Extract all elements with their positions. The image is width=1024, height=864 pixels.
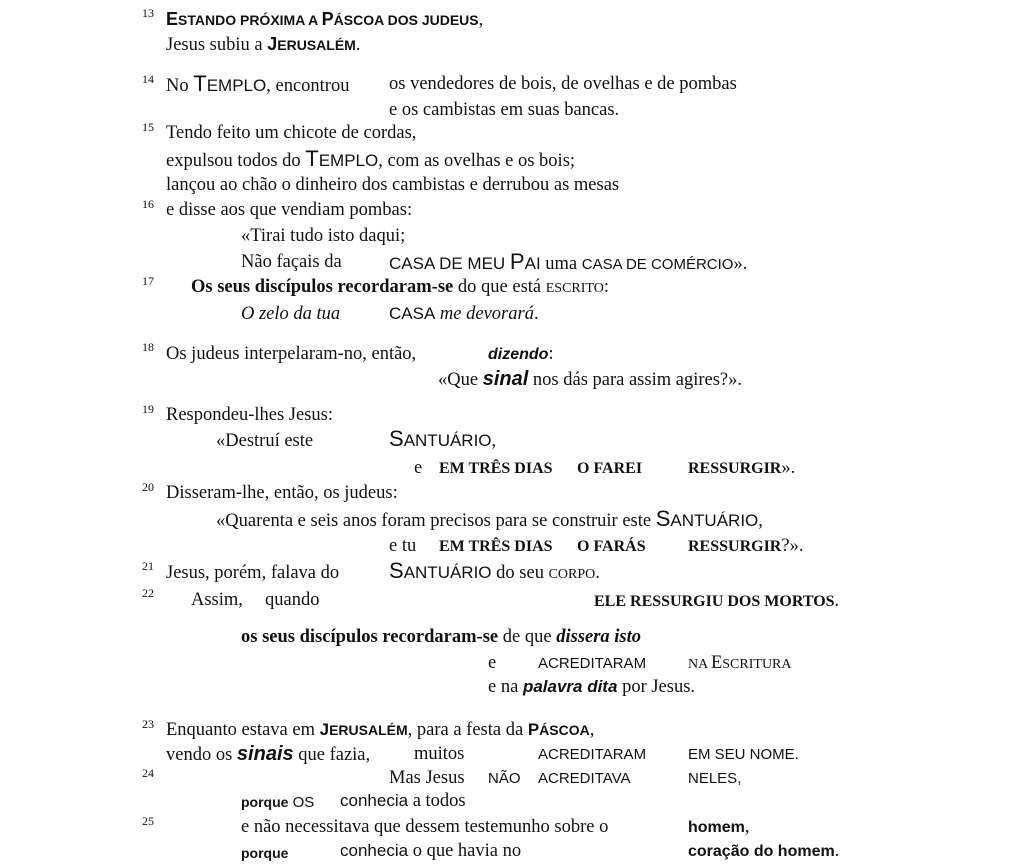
verse-19-line-1: Respondeu-lhes Jesus: (166, 405, 333, 425)
porque-text: porque (241, 794, 289, 810)
verse-20-line-3: e tu (389, 536, 417, 556)
verse-19-line-2b (389, 428, 496, 452)
text: e na (488, 677, 523, 697)
verse-number: 18 (142, 340, 154, 354)
casa-text: CASA DE MEU (389, 254, 510, 273)
punct: . (533, 304, 539, 324)
verse-23-acreditaram: ACREDITARAM (538, 746, 647, 763)
ressurgiu-text: ELE RESSURGIU DOS MORTOS (594, 593, 835, 610)
verse-24-acreditava: ACREDITAVA (538, 770, 631, 787)
pai-cap: P (509, 249, 525, 274)
verse-17-line-2: O zelo da tua (241, 304, 341, 324)
verse-23-line-2 (166, 743, 370, 766)
verse-15-line-3: lançou ao chão o dinheiro dos cambistas e derrubou as mesas (166, 175, 620, 195)
verse-19-ressurgir (688, 457, 795, 480)
verse-24-line-2b (340, 790, 466, 812)
santuario-cap: S (389, 558, 404, 583)
verse-19-line-2: «Destruí este (216, 431, 314, 451)
text: Jesus subiu a (166, 35, 268, 55)
punct: . (595, 563, 600, 583)
punct: , (758, 511, 763, 531)
homem-text: homem (688, 819, 745, 836)
text: «Quarenta e seis anos foram precisos para se construir este (216, 511, 656, 531)
os-text: OS (288, 794, 315, 811)
text: uma (540, 254, 582, 274)
verse-15-line-2 (166, 148, 575, 172)
verse-number: 14 (142, 72, 154, 86)
punct: . (834, 591, 840, 611)
pascoa-cap: P (527, 720, 540, 739)
text: , para a festa da (407, 720, 528, 740)
verse-17-line-2b (389, 303, 539, 325)
text: Enquanto estava em (166, 720, 320, 740)
casa-text: CASA (389, 304, 436, 323)
verse-number: 22 (142, 586, 154, 600)
verse-13-line-1 (166, 8, 483, 31)
temple-cap: T (193, 71, 207, 96)
text: nos dás para assim agires?». (528, 370, 742, 390)
santuario-cap: S (655, 506, 671, 531)
temple-text: EMPLO (318, 151, 379, 170)
conhecia-text: conhecia (340, 791, 409, 810)
verse-15-line-1: Tendo feito um chicote de cordas, (166, 123, 417, 143)
verse-22-assim: Assim, (191, 590, 243, 610)
heading-cap: P (321, 9, 334, 29)
verse-22-escritura (688, 652, 792, 676)
verse-23-muitos: muitos (414, 744, 465, 764)
verse-14-line-2: e os cambistas em suas bancas. (389, 100, 620, 120)
verse-23-line-1 (166, 719, 594, 741)
text: a todos (408, 791, 466, 811)
verse-20-line-2 (216, 508, 763, 532)
punct: : (603, 277, 609, 297)
ressurgir-text: RESSURGIR (688, 538, 782, 555)
verse-16-line-3b (389, 251, 747, 276)
na-text: NA (688, 657, 711, 672)
ressurgir-text: RESSURGIR (688, 460, 782, 477)
verse-20-line-1: Disseram-lhe, então, os judeus: (166, 483, 398, 503)
verse-20-em-tres-dias: EM TRÊS DIAS (439, 538, 553, 555)
place-text: ERUSALÉM (329, 722, 408, 738)
verse-22-line-4 (488, 676, 695, 698)
text: de que (498, 627, 557, 647)
punct: : (548, 344, 554, 364)
verse-13-line-2 (166, 33, 360, 56)
verse-25-homem (688, 816, 750, 839)
punct: . (355, 35, 361, 55)
verse-24-neles: NELES, (688, 770, 742, 787)
verse-19-line-3: e (414, 458, 423, 478)
coracao-text: coração do homem (688, 843, 835, 860)
verse-number: 16 (142, 197, 154, 211)
heading-text: STANDO PRÓXIMA A (178, 12, 322, 28)
verse-24-line-2 (241, 791, 314, 814)
temple-cap: T (305, 146, 319, 171)
italic-text: me devorará (435, 304, 534, 324)
verse-19-o-farei: O FAREI (577, 460, 643, 477)
text: que fazia, (293, 745, 371, 765)
verse-16-line-3: Não façais da (241, 252, 342, 272)
verse-25-coracao (688, 840, 839, 863)
verse-24-nao: NÃO (488, 770, 521, 787)
comercio-text: CASA DE COMÉRCIO (581, 256, 734, 273)
verse-21-line-1b (389, 560, 600, 586)
verse-22-quando: quando (265, 590, 320, 610)
verse-number: 25 (142, 814, 154, 828)
verse-19-em-tres-dias: EM TRÊS DIAS (439, 460, 553, 477)
text: expulsou todos do (166, 151, 306, 171)
text: , com as ovelhas e os bois; (378, 151, 576, 171)
text: do seu (491, 563, 549, 583)
verse-14-line-1 (166, 73, 349, 97)
verse-18-line-1b (488, 343, 554, 366)
verse-23-em-seu-nome: EM SEU NOME. (688, 746, 799, 763)
text: No (166, 76, 194, 96)
text: «Que (438, 370, 483, 390)
pai-text: AI (524, 254, 541, 273)
verse-22-line-2 (241, 626, 641, 648)
santuario-cap: S (389, 426, 404, 451)
dizendo-text: dizendo (488, 346, 549, 363)
verse-number: 13 (142, 6, 154, 20)
verse-25-line-2b (340, 840, 521, 862)
temple-text: EMPLO (206, 76, 267, 95)
verse-16-line-2: «Tirai tudo isto daqui; (241, 226, 406, 246)
verse-21-line-1: Jesus, porém, falava do (166, 563, 340, 583)
sinais-text: sinais (236, 743, 294, 765)
verse-25-porque: porque (241, 845, 289, 861)
punct: , (744, 817, 750, 837)
verse-20-ressurgir (688, 535, 803, 558)
heading-cap: E (166, 9, 179, 29)
santuario-text: ANTUÁRIO (670, 511, 759, 530)
punct: . (834, 841, 840, 861)
punct: ». (781, 458, 796, 478)
corpo-text: CORPO (548, 567, 596, 582)
verse-number: 15 (142, 120, 154, 134)
punct: ?». (781, 536, 804, 556)
heading-text: ÁSCOA DOS JUDEUS (333, 12, 479, 28)
verse-number: 19 (142, 402, 154, 416)
verse-number: 23 (142, 717, 154, 731)
text: o que havia no (408, 841, 522, 861)
escritura-text: SCRITURA (722, 657, 792, 672)
punct: , (589, 720, 595, 740)
pascoa-text: ÁSCOA (539, 722, 590, 738)
verse-17-line-1 (191, 276, 609, 300)
santuario-text: ANTUÁRIO (403, 563, 492, 582)
verse-16-line-1: e disse aos que vendiam pombas: (166, 200, 413, 220)
santuario-text: ANTUÁRIO (403, 431, 492, 450)
text: do que está (453, 277, 546, 297)
bold-italic-text: dissera isto (556, 627, 641, 647)
text: , encontrou (266, 76, 350, 96)
verse-18-line-2 (438, 368, 742, 391)
palavra-text: palavra dita (522, 677, 618, 696)
punct: , (478, 10, 484, 30)
punct: , (491, 431, 497, 451)
verse-22-ele-ressurgiu (594, 590, 839, 613)
verse-number: 21 (142, 559, 154, 573)
verse-20-o-faras: O FARÁS (577, 538, 646, 555)
verse-22-line-3-e: e (488, 653, 497, 673)
verse-number: 17 (142, 274, 154, 288)
text: por Jesus. (617, 677, 696, 697)
conhecia-text: conhecia (340, 841, 409, 860)
verse-14-line-1b: os vendedores de bois, de ovelhas e de pombas (389, 74, 737, 94)
bold-text: os seus discípulos recordaram-se (241, 627, 499, 647)
text: vendo os (166, 745, 237, 765)
place-cap: J (267, 34, 278, 54)
verse-number: 24 (142, 766, 154, 780)
verse-18-line-1: Os judeus interpelaram-no, então, (166, 344, 417, 364)
place-text: ERUSALÉM (277, 37, 356, 53)
punct: ». (733, 254, 748, 274)
sinal-text: sinal (482, 368, 529, 390)
place-cap: J (319, 720, 330, 739)
verse-24-mas-jesus: Mas Jesus (389, 768, 465, 788)
verse-number: 20 (142, 480, 154, 494)
escritura-cap: E (710, 653, 723, 673)
verse-25-line-1: e não necessitava que dessem testemunho sobre o (241, 817, 609, 837)
verse-22-acreditaram: ACREDITARAM (538, 655, 647, 672)
bold-text: Os seus discípulos recordaram-se (191, 277, 454, 297)
escrito-text: ESCRITO (545, 281, 604, 296)
